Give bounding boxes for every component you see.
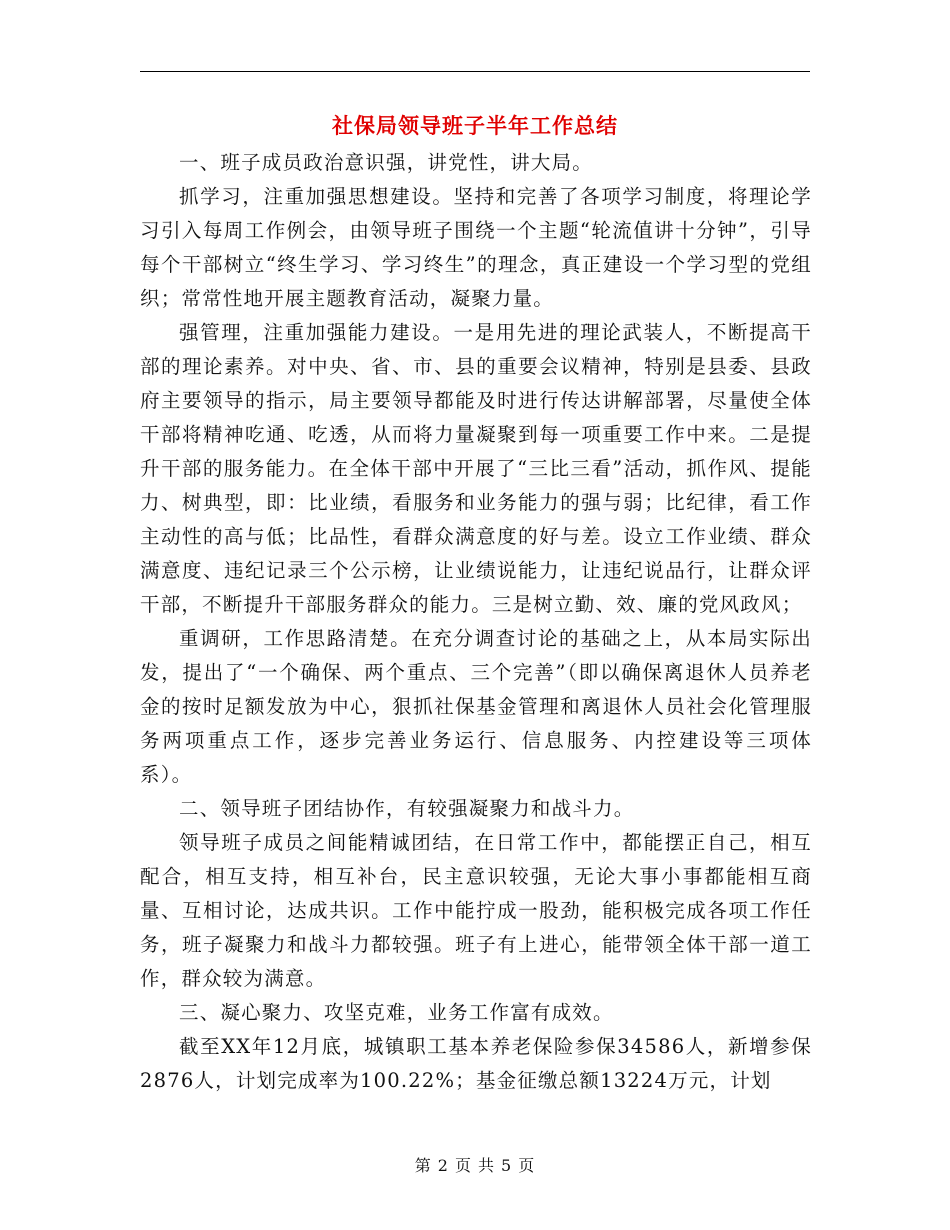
paragraph: 强管理，注重加强能力建设。一是用先进的理论武装人，不断提高干部的理论素养。对中央、省、市、县的重要会议精神，特别是县委、县政府主要领导的指示，局主要领导都能及时进行传达讲解部署，尽量使全体干部将精神吃通、吃透，从而将力量凝聚到每一项重要工作中来。二是提升干部的服务能力。在全体干部中开展了“三比三看”活动，抓作风、提能力、树典型，即：比业绩，看服务和业务能力的强与弱；比纪律，看工作主动性的高与低；比品性，看群众满意度的好与差。设立工作业绩、群众满意度、违纪记录三个公示榜，让业绩说能力，让违纪说品行，让群众评干部，不断提升干部服务群众的能力。三是树立勤、效、廉的党风政风； bbox=[140, 321, 812, 616]
paragraph: 领导班子成员之间能精诚团结，在日常工作中，都能摆正自己，相互配合，相互支持，相互补台，民主意识较强，无论大事小事都能相互商量、互相讨论，达成共识。工作中能拧成一股劲，能积极完成各项工作任务，班子凝聚力和战斗力都较强。班子有上进心，能带领全体干部一道工作，群众较为满意。 bbox=[140, 831, 812, 990]
paragraph: 抓学习，注重加强思想建设。坚持和完善了各项学习制度，将理论学习引入每周工作例会，由领导班子围绕一个主题“轮流值讲十分钟”，引导每个干部树立“终生学习、学习终生”的理念，真正建设一个学习型的党组织；常常性地开展主题教育活动，凝聚力量。 bbox=[140, 185, 812, 310]
footer-suffix: 页 bbox=[518, 1156, 536, 1175]
footer-current-page: 2 bbox=[437, 1156, 449, 1175]
paragraph-heading-2: 二、领导班子团结协作，有较强凝聚力和战斗力。 bbox=[179, 797, 635, 820]
page-footer bbox=[0, 1153, 950, 1176]
paragraph: 截至XX年12月底，城镇职工基本养老保险参保34586人，新增参保2876人，计划完成率为100.22%；基金征缴总额13224万元，计划 bbox=[140, 1035, 812, 1092]
footer-total-pages: 5 bbox=[501, 1156, 513, 1175]
footer-prefix: 第 bbox=[414, 1156, 432, 1175]
header-rule bbox=[140, 71, 810, 72]
footer-middle: 页 共 bbox=[454, 1156, 496, 1175]
paragraph: 重调研，工作思路清楚。在充分调查讨论的基础之上，从本局实际出发，提出了“一个确保、两个重点、三个完善”（即以确保离退休人员养老金的按时足额发放为中心，狠抓社保基金管理和离退休人员社会化管理服务两项重点工作，逐步完善业务运行、信息服务、内控建设等三项体系）。 bbox=[140, 627, 812, 786]
document-body bbox=[140, 146, 812, 1098]
paragraph-heading-1: 一、班子成员政治意识强，讲党性，讲大局。 bbox=[179, 151, 594, 174]
document-title: 社保局领导班子半年工作总结 bbox=[332, 113, 618, 138]
paragraph-heading-3: 三、凝心聚力、攻坚克难，业务工作富有成效。 bbox=[179, 1001, 614, 1024]
